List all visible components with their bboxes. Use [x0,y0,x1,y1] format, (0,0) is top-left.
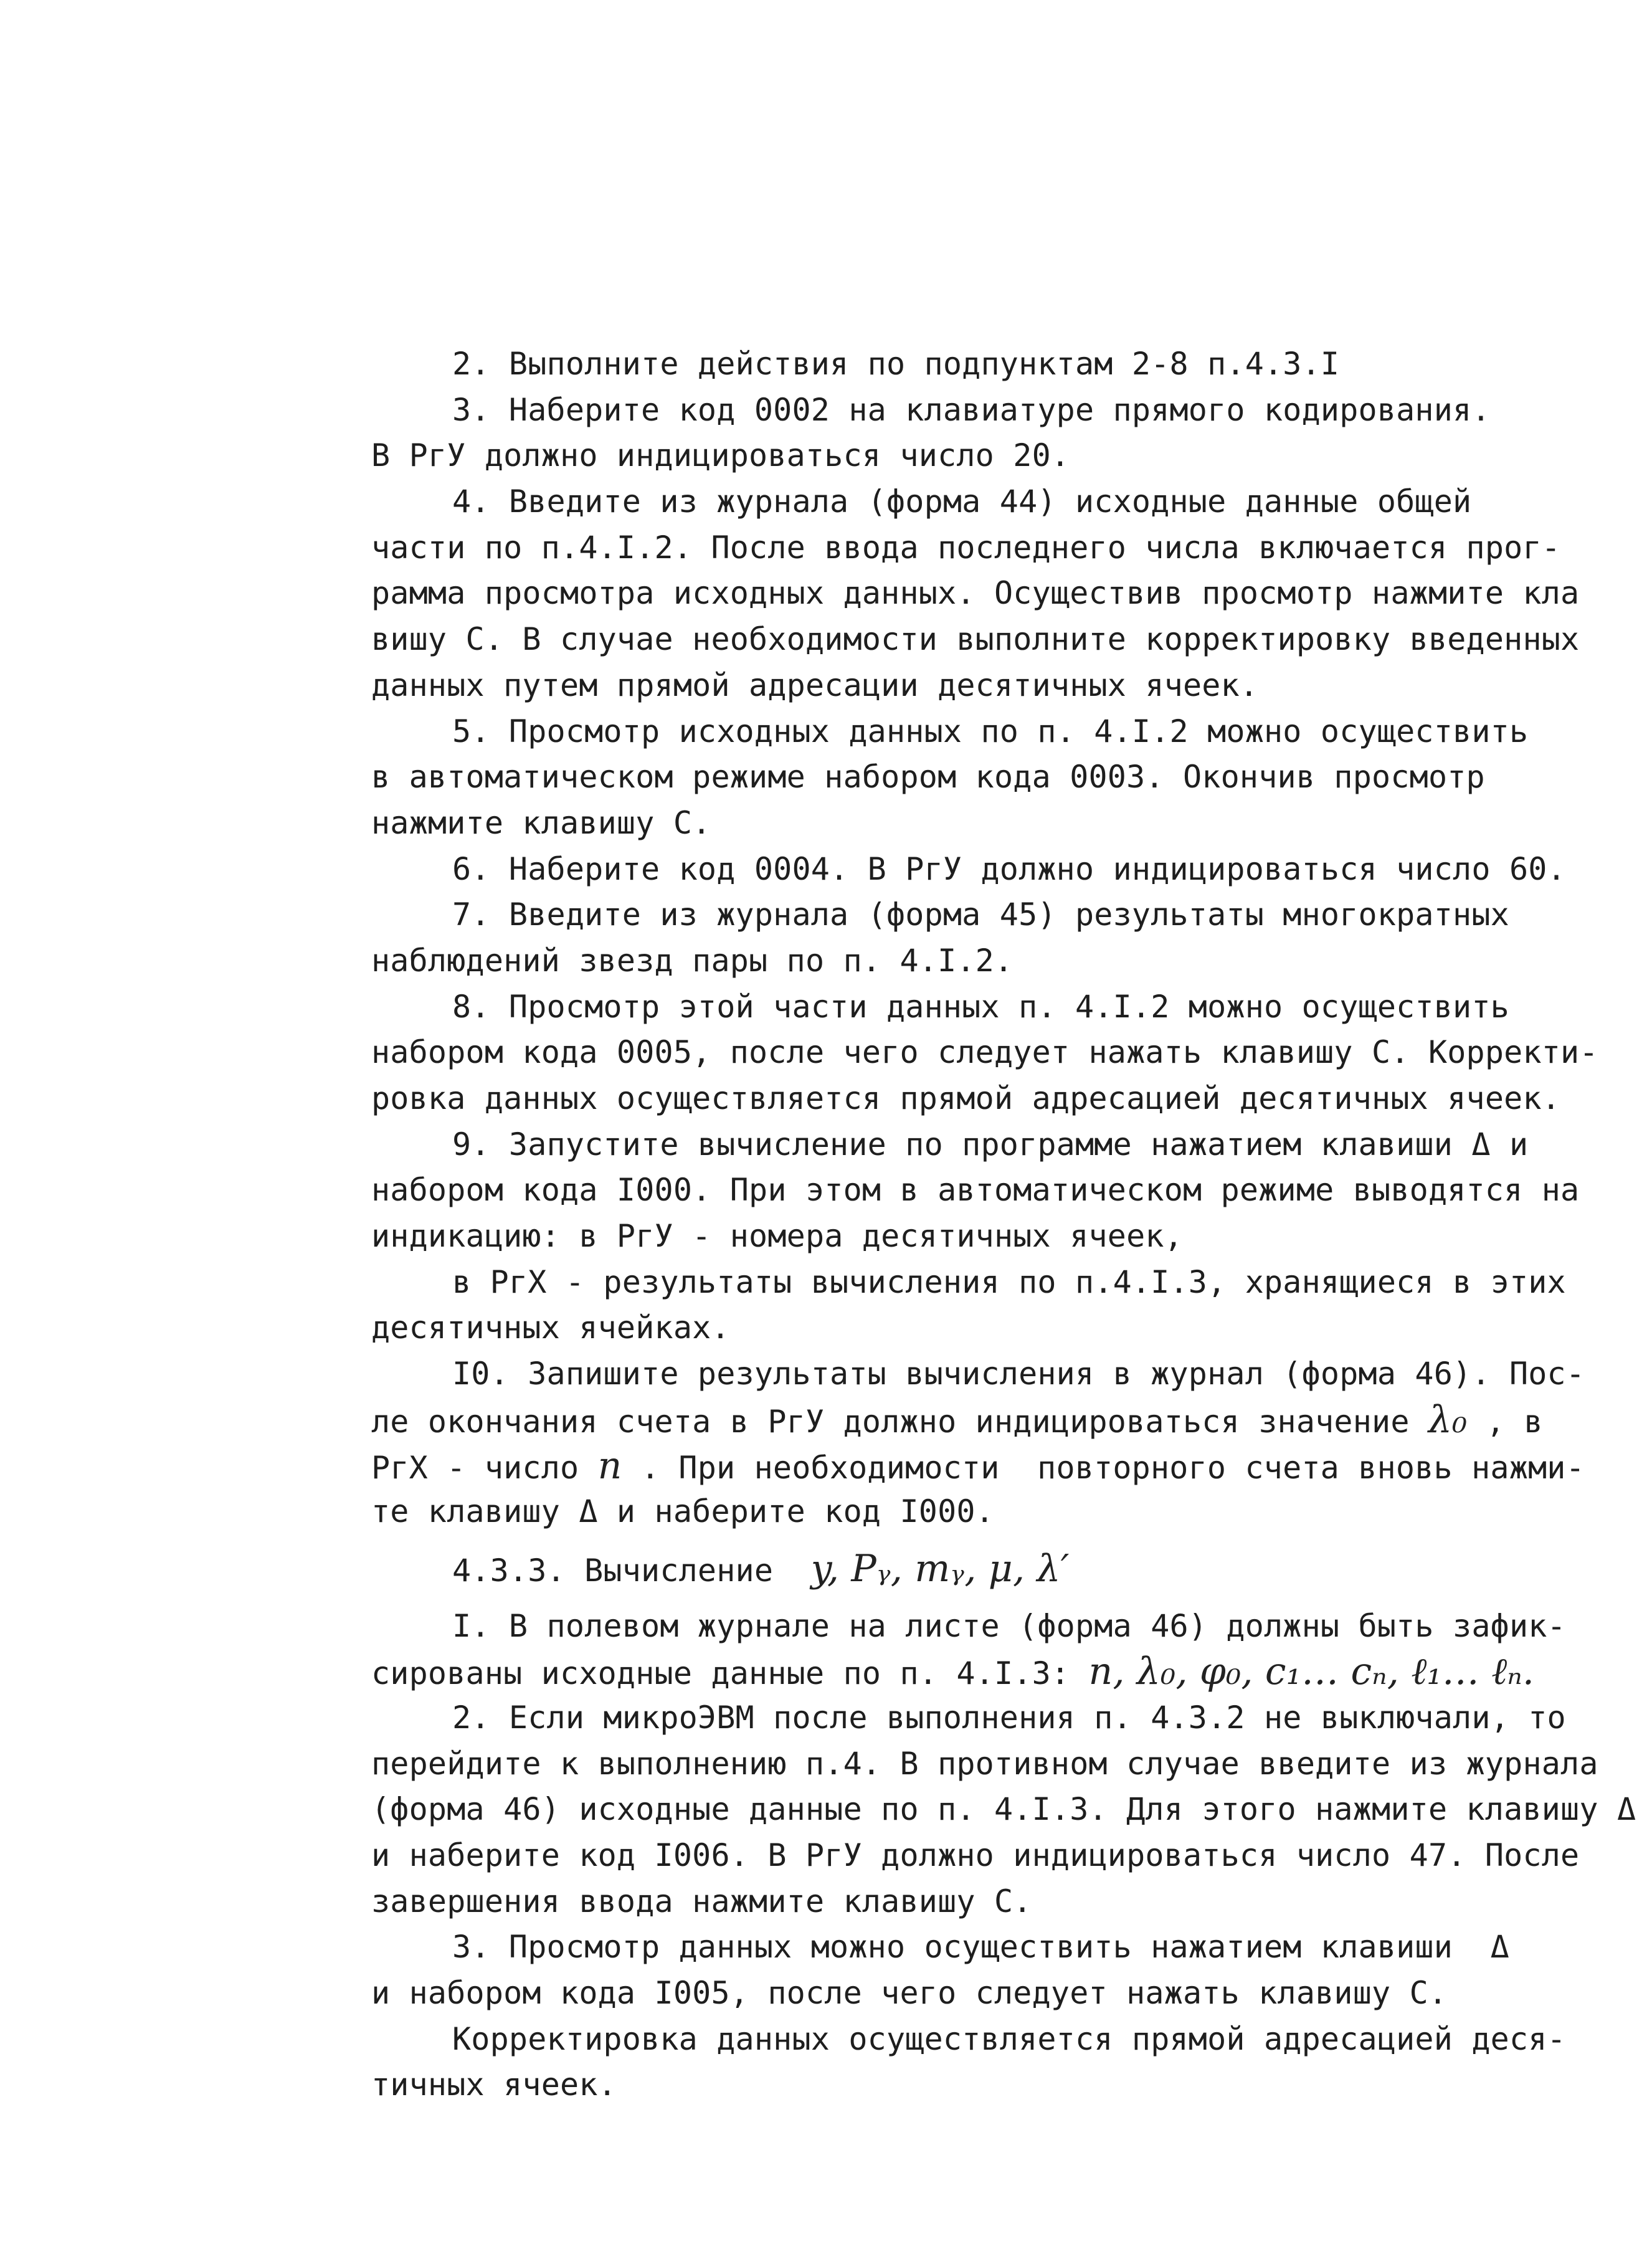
line-text: данных путем прямой адресации десятичных ячеек. [371,667,1259,703]
text-line [371,525,1586,571]
line-text: ровка данных осуществляется прямой адресацией десятичных ячеек. [371,1080,1561,1116]
text-line [371,663,1586,709]
line-text: наблюдений звезд пары по п. 4.I.2. [371,942,1014,979]
line-text: 3. Просмотр данных можно осуществить нажатием клавиши Δ [452,1929,1509,1966]
line-text: 6. Наберите код 0004. В РгУ должно индицироваться число 60. [452,850,1566,887]
text-line [371,1924,1586,1971]
line-text: Корректировка данных осуществляется прямой адресацией деся- [452,2020,1566,2057]
line-text: те клавишу Δ и наберите код I000. [371,1493,994,1530]
line-text: сированы исходные данные по п. 4.I.3: [371,1655,1089,1692]
text-line [371,1260,1586,1306]
line-text: 5. Просмотр исходных данных по п. 4.I.2 можно осуществить [452,713,1529,749]
text-block [371,341,1636,2108]
line-text: I. В полевом журнале на листе (форма 46) должны быть зафик- [452,1607,1566,1644]
text-line [371,1076,1586,1122]
line-text: завершения ввода нажмите клавишу С. [371,1883,1032,1919]
line-text: 9. Запустите вычисление по программе нажатием клавиши Δ и [452,1126,1529,1163]
text-line [371,1695,1586,1741]
text-line [371,1879,1586,1925]
text-line [371,341,1586,388]
line-text: 8. Просмотр этой части данных п. 4.I.2 можно осуществить [452,988,1509,1025]
text-line [371,892,1586,938]
text-line [371,1489,1586,1535]
line-text: (форма 46) исходные данные по п. 4.I.3. Для этого нажмите клавишу Δ [371,1791,1636,1828]
line-text: в автоматическом режиме набором кода 0003. Окончив просмотр [371,759,1485,796]
text-line [371,1351,1586,1397]
line-text: перейдите к выполнению п.4. В противном случае введите из журнала [371,1745,1598,1782]
line-text: В РгУ должно индицироваться число 20. [371,437,1070,474]
text-line [371,1030,1598,1076]
text-line [371,1443,1586,1490]
text-line [371,801,1586,847]
text-line [371,2062,1586,2108]
line-text: 7. Введите из журнала (форма 45) результаты многократных [452,896,1509,933]
text-line [371,1168,1586,1214]
line-text: и набором кода I005, после чего следует нажать клавишу С. [371,1975,1448,2012]
line-text: в РгХ - результаты вычисления по п.4.I.3, хранящиеся в этих [452,1263,1566,1300]
line-text: I0. Запишите результаты вычисления в журнал (форма 46). Пос- [452,1356,1585,1392]
heading-text: 4.3.3. Вычисление [452,1552,811,1589]
line-text: индикацию: в РгУ - номера десятичных ячеек, [371,1218,1184,1255]
text-line [371,1214,1586,1260]
text-line [371,847,1586,893]
text-line [371,1833,1586,1879]
text-line [371,1787,1636,1833]
line-text: набором кода I000. При этом в автоматическом режиме выводятся на [371,1172,1580,1209]
text-line [371,571,1586,617]
line-text: 3. Наберите код 0002 на клавиатуре прямого кодирования. [452,391,1491,428]
text-line [371,1649,1586,1695]
line-text: десятичных ячейках. [371,1310,730,1346]
text-line [371,754,1586,801]
text-line [371,1604,1586,1650]
text-line [371,433,1586,479]
line-text: рамма просмотра исходных данных. Осуществив просмотр нажмите кла [371,575,1580,612]
text-line [371,617,1586,663]
line-text: нажмите клавишу С. [371,804,711,841]
section-4-3-2-steps [371,341,1598,1535]
text-line [371,1305,1586,1351]
section-4-3-3-steps [371,1604,1636,2109]
text-line [371,1122,1586,1168]
handwritten-math: n, λ₀, φ₀, c₁… cₙ, ℓ₁… ℓₙ. [1088,1650,1535,1694]
text-line [371,388,1586,434]
section-heading [371,1546,1586,1592]
text-line [371,1397,1586,1443]
line-text: части по п.4.I.2. После ввода последнего числа включается прог- [371,529,1561,566]
line-text-tail: , в [1467,1403,1543,1440]
heading-math: y, Pᵧ, mᵧ, μ, λ′ [810,1546,1070,1591]
line-text: 2. Если микроЭВМ после выполнения п. 4.3.2 не выключали, то [452,1699,1566,1736]
line-text: вишу С. В случае необходимости выполните корректировку введенных [371,621,1580,658]
line-text: тичных ячеек. [371,2066,617,2103]
handwritten-math: λ₀ [1428,1397,1468,1442]
text-line [371,984,1586,1030]
line-text: 4. Введите из журнала (форма 44) исходные данные общей [452,483,1472,520]
handwritten-math: n [597,1443,622,1488]
text-line [371,1741,1598,1787]
line-text: ле окончания счета в РгУ должно индицироваться значение [371,1403,1428,1440]
line-text: и наберите код I006. В РгУ должно индицироваться число 47. После [371,1837,1580,1873]
text-line [371,709,1586,755]
line-text: набором кода 0005, после чего следует нажать клавишу С. Корректи- [371,1034,1598,1071]
text-line [371,479,1586,525]
text-line [371,2017,1586,2063]
line-text-tail: . При необходимости повторного счета вновь нажми- [622,1449,1585,1486]
text-line [371,938,1586,984]
text-line [371,1971,1586,2017]
line-text: РгХ - число [371,1449,598,1486]
line-text: 2. Выполните действия по подпунктам 2-8 п.4.3.I [452,346,1340,382]
